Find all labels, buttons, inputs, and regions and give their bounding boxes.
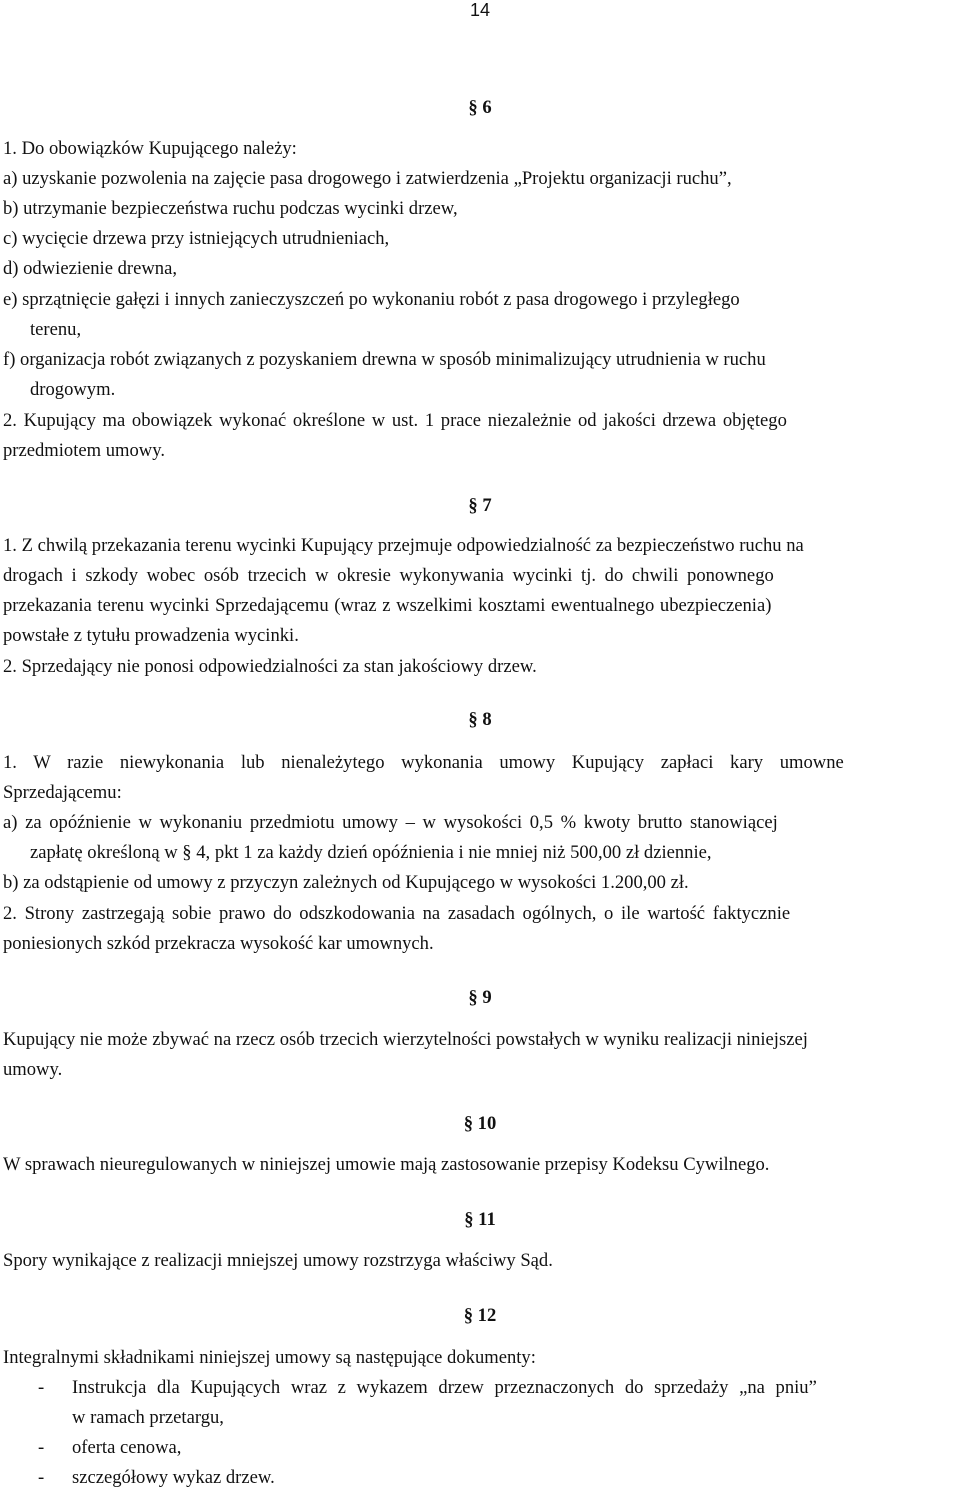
s6-item-f-line2: drogowym. xyxy=(30,379,116,400)
s6-item-f-line1: f) organizacja robót związanych z pozyskaniem drewna w sposób minimalizujący utrudnienia w ruchu xyxy=(3,349,766,370)
section-7-heading: § 7 xyxy=(468,495,492,516)
s12-list-dash: - xyxy=(38,1377,45,1398)
s6-item-d: d) odwiezienie drewna, xyxy=(3,258,177,279)
s9-line1: Kupujący nie może zbywać na rzecz osób trzecich wierzytelności powstałych w wyniku realizacji niniejszej xyxy=(3,1029,808,1050)
s12-list-item: szczegółowy wykaz drzew. xyxy=(72,1467,275,1488)
section-11-heading: § 11 xyxy=(464,1209,496,1230)
s7-p2: 2. Sprzedający nie ponosi odpowiedzialności za stan jakościowy drzew. xyxy=(3,656,537,677)
s12-list-item: oferta cenowa, xyxy=(72,1437,182,1458)
s6-item-e-line1: e) sprzątnięcie gałęzi i innych zanieczyszczeń po wykonaniu robót z pasa drogowego i przyległego xyxy=(3,289,740,310)
s10-text: W sprawach nieuregulowanych w niniejszej umowie mają zastosowanie przepisy Kodeksu Cywilnego. xyxy=(3,1154,770,1175)
s6-item-b: b) utrzymanie bezpieczeństwa ruchu podczas wycinki drzew, xyxy=(3,198,458,219)
s6-item-c: c) wycięcie drzewa przy istniejących utrudnieniach, xyxy=(3,228,390,249)
s8-item-a-line1: a) za opóźnienie w wykonaniu przedmiotu umowy – w wysokości 0,5 % kwoty brutto stanowiącej xyxy=(3,812,778,833)
s8-p2-line2: poniesionych szkód przekracza wysokość kar umownych. xyxy=(3,933,434,954)
s8-item-a-line2: zapłatę określoną w § 4, pkt 1 za każdy dzień opóźnienia i nie mniej niż 500,00 zł dziennie, xyxy=(30,842,712,863)
s6-p1-intro: 1. Do obowiązków Kupującego należy: xyxy=(3,138,297,159)
s8-item-b: b) za odstąpienie od umowy z przyczyn zależnych od Kupującego w wysokości 1.200,00 zł. xyxy=(3,872,689,893)
s8-p2-line1: 2. Strony zastrzegają sobie prawo do odszkodowania na zasadach ogólnych, o ile wartość faktycznie xyxy=(3,903,791,924)
s11-text: Spory wynikające z realizacji mniejszej umowy rozstrzyga właściwy Sąd. xyxy=(3,1250,553,1271)
s12-list-dash: - xyxy=(38,1437,45,1458)
s12-list-item-line2: w ramach przetargu, xyxy=(72,1407,224,1428)
s6-p2-line2: przedmiotem umowy. xyxy=(3,440,165,461)
s6-item-a: a) uzyskanie pozwolenia na zajęcie pasa drogowego i zatwierdzenia „Projektu organizacji ruchu”, xyxy=(3,168,732,189)
s8-p1-line2: Sprzedającemu: xyxy=(3,782,122,803)
s12-intro: Integralnymi składnikami niniejszej umowy są następujące dokumenty: xyxy=(3,1347,536,1368)
section-6-heading: § 6 xyxy=(468,97,492,118)
section-8-heading: § 8 xyxy=(468,709,492,730)
s7-p1-line3: przekazania terenu wycinki Sprzedającemu (wraz z wszelkimi kosztami ewentualnego ubezpieczenia) xyxy=(3,595,772,616)
s7-p1-line2: drogach i szkody wobec osób trzecich w okresie wykonywania wycinki tj. do chwili ponownego xyxy=(3,565,774,586)
s6-p2-line1: 2. Kupujący ma obowiązek wykonać określone w ust. 1 prace niezależnie od jakości drzewa objętego xyxy=(3,410,787,431)
s12-list-dash: - xyxy=(38,1467,45,1488)
s12-list-item-line1: Instrukcja dla Kupujących wraz z wykazem drzew przeznaczonych do sprzedaży „na pniu” xyxy=(72,1377,817,1398)
s9-line2: umowy. xyxy=(3,1059,63,1080)
page-number: 14 xyxy=(469,0,491,20)
s6-item-e-line2: terenu, xyxy=(30,319,82,340)
section-10-heading: § 10 xyxy=(463,1113,497,1134)
section-9-heading: § 9 xyxy=(468,987,492,1008)
section-12-heading: § 12 xyxy=(463,1305,497,1326)
s7-p1-line1: 1. Z chwilą przekazania terenu wycinki Kupujący przejmuje odpowiedzialność za bezpieczeństwo ruchu na xyxy=(3,535,804,556)
s8-p1-line1: 1. W razie niewykonania lub nienależytego wykonania umowy Kupujący zapłaci kary umowne xyxy=(3,752,844,773)
s7-p1-line4: powstałe z tytułu prowadzenia wycinki. xyxy=(3,625,299,646)
